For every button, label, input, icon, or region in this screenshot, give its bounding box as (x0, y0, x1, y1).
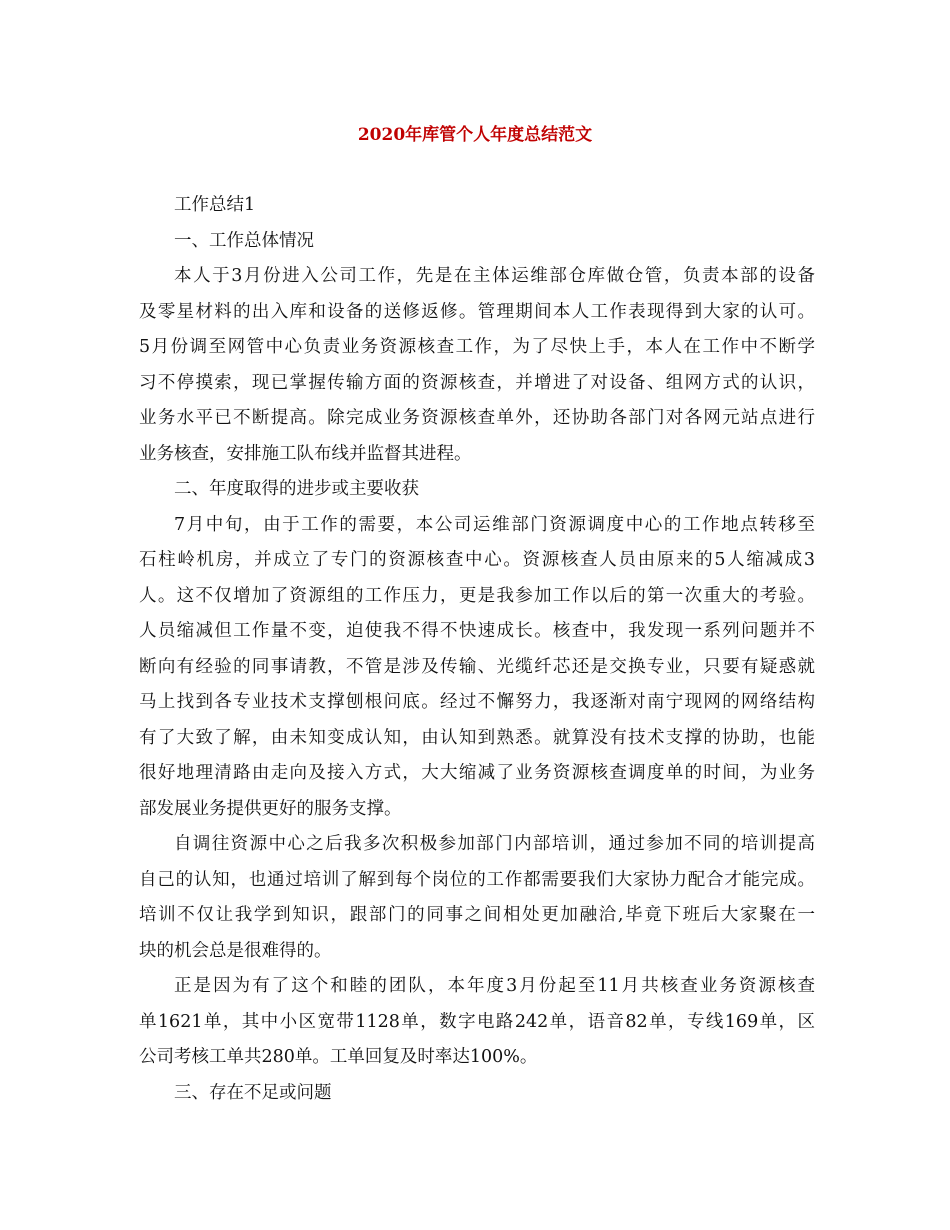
paragraph-line: 断向有经验的同事请教，不管是涉及传输、光缆纤芯还是交换专业，只要有疑惑就 (139, 656, 815, 677)
paragraph-line: 人员缩减但工作量不变，迫使我不得不快速成长。核查中，我发现一系列问题并不 (139, 621, 815, 641)
paragraph-line: 自己的认知，也通过培训了解到每个岗位的工作都需要我们大家协力配合才能完成。 (139, 869, 815, 890)
paragraph-line: 人。这不仅增加了资源组的工作压力，更是我参加工作以后的第一次重大的考验。 (139, 585, 815, 606)
paragraph-line: 石柱岭机房，并成立了专门的资源核查中心。资源核查人员由原来的5人缩减成3 (139, 550, 815, 570)
paragraph-line: 正是因为有了这个和睦的团队，本年度3月份起至11月共核查业务资源核查 (174, 976, 815, 996)
paragraph-line: 5月份调至网管中心负责业务资源核查工作，为了尽快上手，本人在工作中不断学 (139, 337, 815, 357)
paragraph-line: 7月中旬，由于工作的需要，本公司运维部门资源调度中心的工作地点转移至 (174, 514, 815, 535)
paragraph-line: 部发展业务提供更好的服务支撑。 (139, 798, 402, 819)
paragraph-line: 及零星材料的出入库和设备的送修返修。管理期间本人工作表现得到大家的认可。 (139, 301, 815, 322)
paragraph-line: 培训不仅让我学到知识，跟部门的同事之间相处更加融洽,毕竟下班后大家聚在一 (139, 905, 815, 925)
paragraph-line: 本人于3月份进入公司工作，先是在主体运维部仓库做仓管，负责本部的设备 (174, 266, 815, 286)
paragraph-line: 很好地理清路由走向及接入方式，大大缩减了业务资源核查调度单的时间，为业务 (139, 763, 815, 783)
paragraph-line: 马上找到各专业技术支撑刨根问底。经过不懈努力，我逐渐对南宁现网的网络结构 (139, 692, 815, 712)
section-heading: 三、存在不足或问题 (174, 1082, 332, 1103)
section-label: 工作总结1 (174, 195, 256, 215)
paragraph-line: 有了大致了解，由未知变成认知，由认知到熟悉。就算没有技术支撑的协助，也能 (139, 727, 815, 748)
paragraph-line: 块的机会总是很难得的。 (139, 940, 332, 961)
document-title: 2020年库管个人年度总结范文 (357, 125, 593, 145)
document-body (139, 188, 815, 1111)
paragraph-line: 习不停摸索，现已掌握传输方面的资源核查，并增进了对设备、组网方式的认识， (139, 372, 815, 393)
section-heading: 二、年度取得的进步或主要收获 (174, 479, 419, 499)
paragraph-line: 自调往资源中心之后我多次积极参加部门内部培训，通过参加不同的培训提高 (174, 834, 815, 854)
section-heading: 一、工作总体情况 (174, 230, 314, 251)
paragraph-line: 业务核查，安排施工队布线并监督其进程。 (139, 443, 472, 464)
paragraph-line: 业务水平已不断提高。除完成业务资源核查单外，还协助各部门对各网元站点进行 (139, 408, 815, 428)
paragraph-line: 公司考核工单共280单。工单回复及时率达100%。 (139, 1047, 538, 1067)
paragraph-line: 单1621单，其中小区宽带1128单，数字电路242单，语音82单，专线169单，区 (139, 1011, 815, 1032)
